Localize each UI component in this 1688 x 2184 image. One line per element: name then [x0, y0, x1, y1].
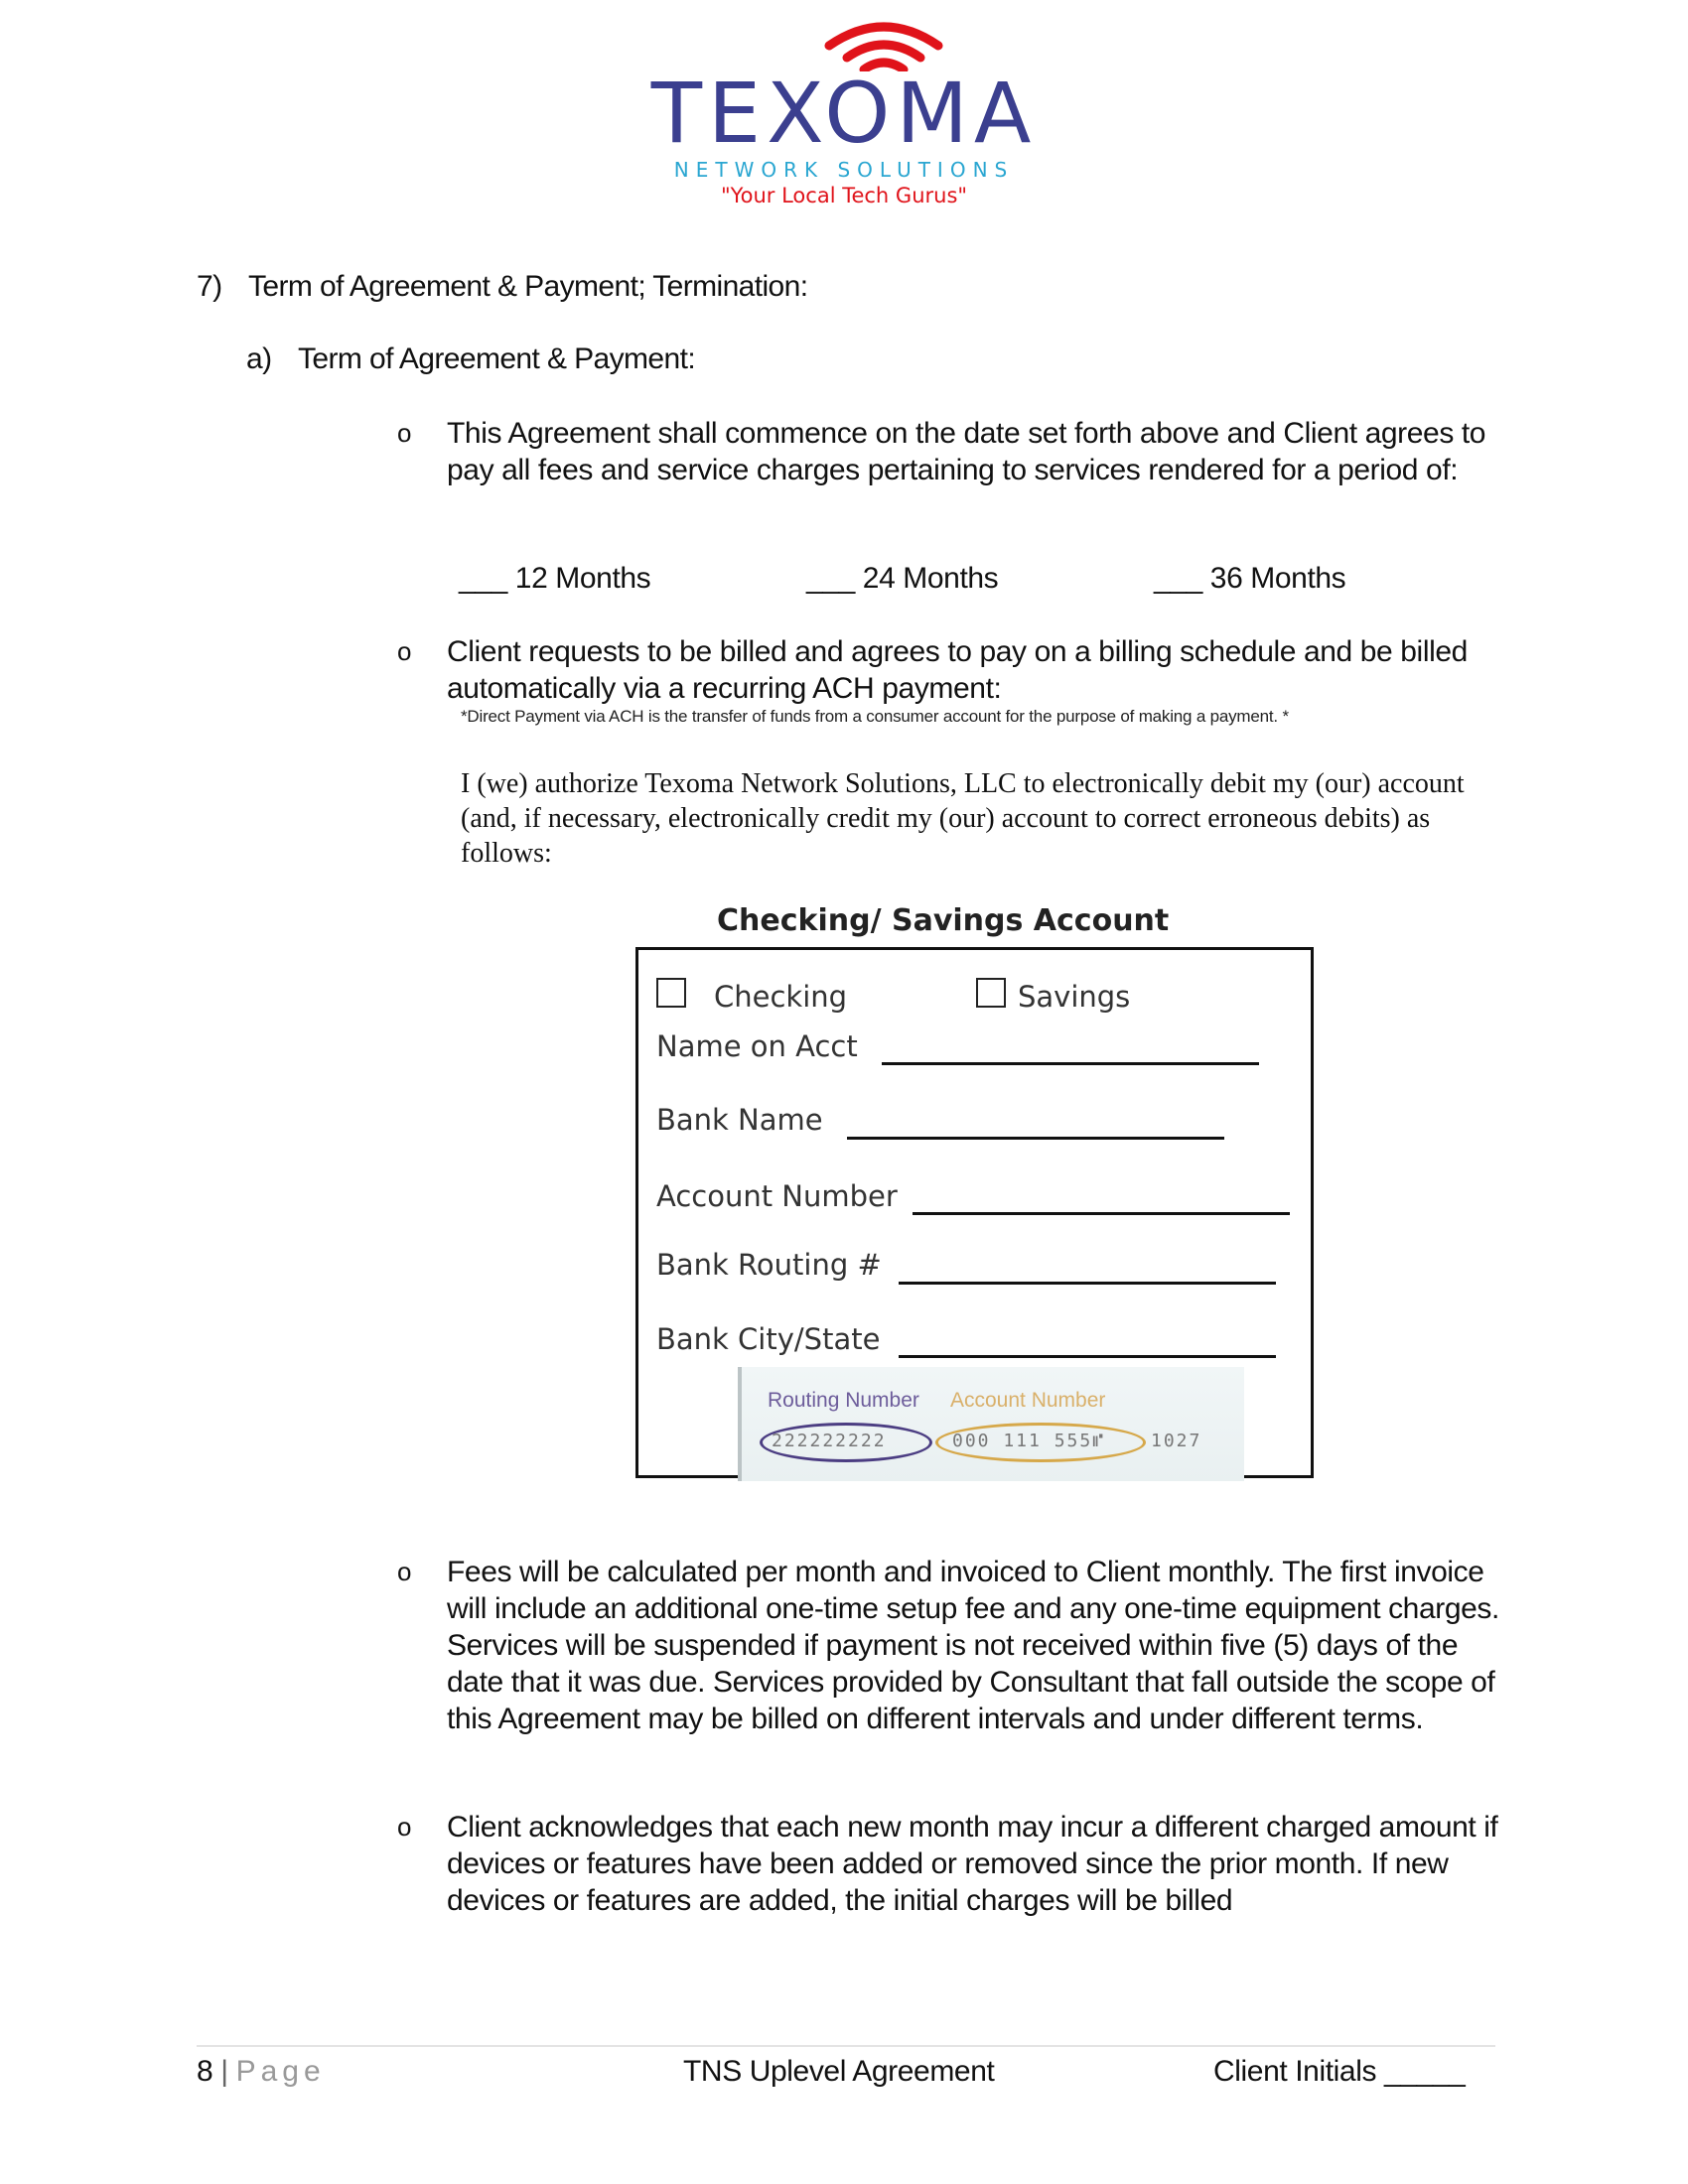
bank-routing-field[interactable] — [899, 1282, 1276, 1285]
term-paragraph: This Agreement shall commence on the date set forth above and Client agrees to pay all fees and service charges pertaining to services rendered for a period of: — [447, 417, 1486, 486]
section-title: Term of Agreement & Payment; Termination: — [248, 270, 808, 303]
account-form — [635, 947, 1314, 1478]
logo-subtitle: NETWORK SOLUTIONS — [673, 158, 1015, 182]
savings-checkbox[interactable] — [976, 978, 1006, 1008]
client-initials[interactable]: Client Initials _____ — [1213, 2055, 1466, 2088]
subsection-title: Term of Agreement & Payment: — [298, 342, 696, 375]
billing-paragraph: Client requests to be billed and agrees to pay on a billing schedule and be billed automatically via a recurring ACH payment: — [447, 635, 1468, 705]
bank-city-state-field[interactable] — [899, 1355, 1276, 1358]
check-sample-image — [738, 1367, 1244, 1481]
ach-authorization: I (we) authorize Texoma Network Solutions, LLC to electronically debit my (our) account (and, if necessary, electronically credit my (our) account to correct erroneous debits) as follows: — [461, 768, 1465, 869]
company-logo — [596, 22, 1092, 207]
bank-city-state-label: Bank City/State — [656, 1322, 881, 1356]
checking-checkbox[interactable] — [656, 978, 686, 1008]
name-on-acct-field[interactable] — [882, 1062, 1259, 1065]
account-number-field[interactable] — [913, 1212, 1290, 1215]
bullet-marker: o — [397, 636, 412, 666]
bullet-marker: o — [397, 1812, 412, 1842]
logo-tagline: "Your Local Tech Gurus" — [720, 184, 968, 207]
page-number: 8 — [197, 2055, 213, 2088]
account-digits: 000 111 555⑈ — [952, 1431, 1106, 1451]
bank-name-label: Bank Name — [656, 1103, 823, 1137]
page-separator: | — [220, 2055, 228, 2088]
subsection-number: a) — [246, 342, 272, 375]
subsection-heading — [246, 342, 695, 376]
acknowledge-paragraph: Client acknowledges that each new month may incur a different charged amount if devices or features have been added or removed since the prior month. If new devices or features are added, the initial charges will be billed — [447, 1811, 1498, 1917]
fees-paragraph: Fees will be calculated per month and invoiced to Client monthly. The first invoice will include an additional one-time setup fee and any one-time equipment charges. Services will be suspended if payment is not received within five (5) days of the date that it was due. Services provided by Consultant that fall outside the scope of this Agreement may be billed on different intervals and under different terms. — [447, 1556, 1499, 1735]
footer-doc-title: TNS Uplevel Agreement — [683, 2055, 995, 2088]
routing-digits: 222222222 — [772, 1431, 887, 1451]
term-option-24[interactable]: ___ 24 Months — [806, 562, 999, 595]
savings-label: Savings — [1018, 980, 1131, 1014]
footer-divider — [197, 2045, 1495, 2047]
name-on-acct-label: Name on Acct — [656, 1029, 858, 1063]
account-number-sample-label: Account Number — [950, 1389, 1106, 1412]
section-number: 7) — [197, 270, 222, 303]
bank-name-field[interactable] — [847, 1137, 1224, 1140]
ach-note: *Direct Payment via ACH is the transfer of funds from a consumer account for the purpose of making a payment. * — [461, 707, 1289, 726]
bullet-marker: o — [397, 1557, 412, 1586]
bank-routing-label: Bank Routing # — [656, 1248, 882, 1282]
routing-number-label: Routing Number — [768, 1389, 919, 1412]
section-heading — [197, 270, 807, 304]
account-form-title: Checking/ Savings Account — [717, 903, 1170, 938]
bullet-marker: o — [397, 418, 412, 448]
page-word: Page — [235, 2055, 326, 2088]
check-number: 1027 — [1151, 1431, 1202, 1451]
page-indicator — [197, 2055, 326, 2089]
logo-brand: TEXOMA — [650, 65, 1038, 162]
term-option-36[interactable]: ___ 36 Months — [1154, 562, 1346, 595]
term-option-12[interactable]: ___ 12 Months — [459, 562, 651, 595]
checking-label: Checking — [714, 980, 848, 1014]
account-number-label: Account Number — [656, 1179, 898, 1213]
